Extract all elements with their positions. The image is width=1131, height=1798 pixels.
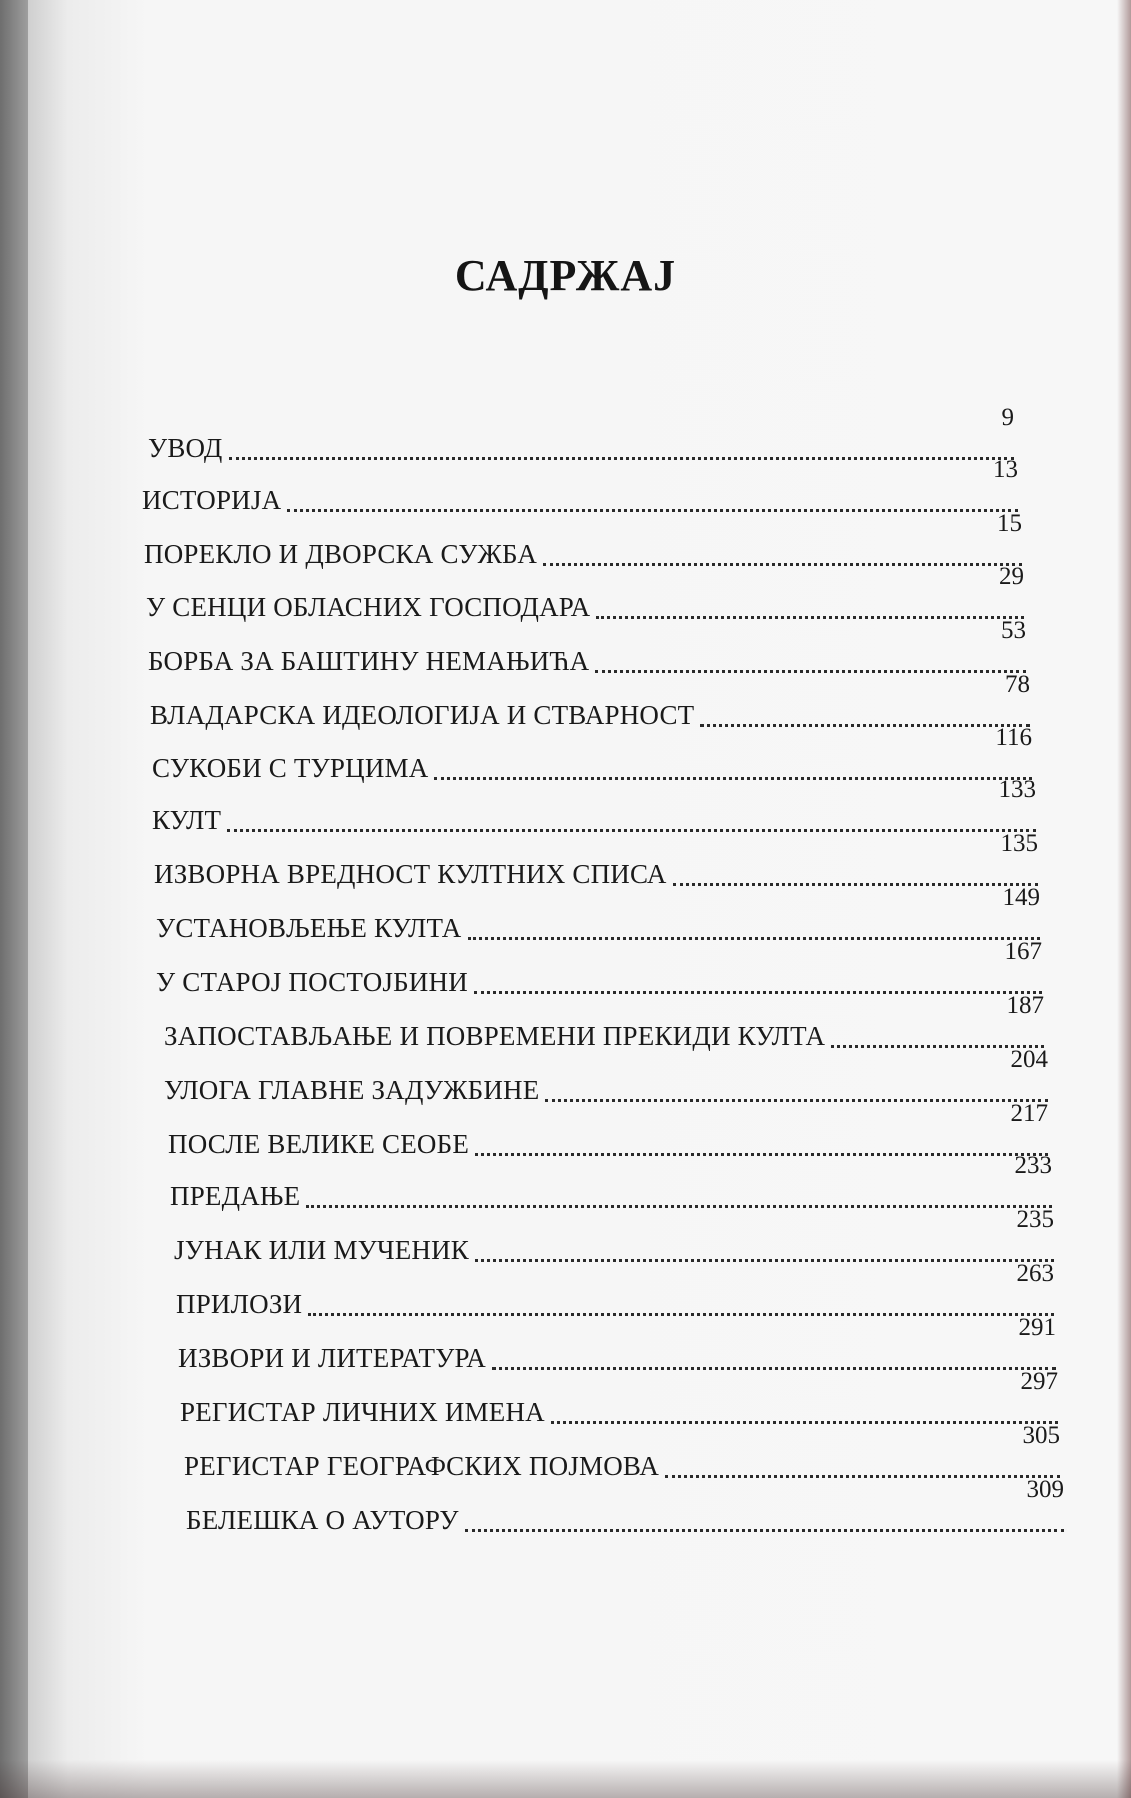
toc-entry-page-number: 305 [1022, 1422, 1060, 1449]
toc-entry-label: ПОРЕКЛО И ДВОРСКА СУЖБА [144, 539, 538, 569]
toc-leader-dots [287, 509, 1018, 512]
toc-entry-label: КУЛТ [152, 805, 222, 835]
toc-entry-label: УЛОГА ГЛАВНЕ ЗАДУЖБИНЕ [164, 1075, 540, 1105]
toc-entry [152, 724, 1032, 784]
toc-entry-page-number: 204 [1010, 1046, 1048, 1073]
toc-entry-label: ЗАПОСТАВЉАЊЕ И ПОВРЕМЕНИ ПРЕКИДИ КУЛТА [164, 1021, 826, 1051]
page-bottom-edge [0, 1760, 1131, 1798]
toc-entry-page-number: 116 [995, 724, 1032, 751]
toc-leader-dots [308, 1313, 1054, 1316]
toc-entry-page-number: 53 [1001, 617, 1026, 644]
toc-entry-label: ПРИЛОЗИ [176, 1289, 303, 1319]
toc-entry-page-number: 187 [1006, 992, 1044, 1019]
toc-entry [174, 1206, 1054, 1266]
toc-entry [152, 776, 1036, 836]
toc-entry [164, 1046, 1048, 1106]
toc-entry-page-number: 149 [1002, 884, 1040, 911]
toc-entry-label: ИСТОРИЈА [142, 485, 282, 515]
toc-entry-page-number: 297 [1020, 1368, 1058, 1395]
toc-leader-dots [665, 1475, 1060, 1478]
toc-entry [154, 830, 1038, 890]
toc-entry-label: БЕЛЕШКА О АУТОРУ [186, 1505, 459, 1535]
toc-entry-label: СУКОБИ С ТУРЦИМА [152, 753, 429, 783]
toc-leader-dots [673, 883, 1038, 886]
toc-leader-dots [468, 937, 1040, 940]
toc-entry-page-number: 15 [997, 510, 1022, 537]
toc-entry [156, 884, 1040, 944]
toc-leader-dots [475, 1153, 1048, 1156]
toc-entry [144, 510, 1022, 570]
toc-entry-label: У СЕНЦИ ОБЛАСНИХ ГОСПОДАРА [146, 592, 591, 622]
toc-entry [164, 992, 1044, 1052]
toc-entry-label: УВОД [148, 433, 223, 463]
toc-entry-page-number: 217 [1010, 1100, 1048, 1127]
toc-entry [180, 1368, 1058, 1428]
toc-entry [176, 1260, 1054, 1320]
toc-entry [184, 1422, 1060, 1482]
toc-entry-page-number: 78 [1005, 671, 1030, 698]
toc-entry-page-number: 291 [1018, 1314, 1056, 1341]
toc-entry-page-number: 9 [1001, 404, 1014, 431]
toc-entry-page-number: 235 [1016, 1206, 1054, 1233]
toc-entry-label: БОРБА ЗА БАШТИНУ НЕМАЊИЋА [148, 646, 590, 676]
toc-entry-page-number: 135 [1000, 830, 1038, 857]
toc-entry [168, 1100, 1048, 1160]
toc-leader-dots [434, 777, 1032, 780]
toc-leader-dots [596, 616, 1024, 619]
toc-entry [178, 1314, 1056, 1374]
toc-entry-label: ПОСЛЕ ВЕЛИКЕ СЕОБЕ [168, 1129, 470, 1159]
toc-entry-page-number: 167 [1004, 938, 1042, 965]
toc-entry-page-number: 133 [998, 776, 1036, 803]
toc-entry-label: ВЛАДАРСКА ИДЕОЛОГИЈА И СТВАРНОСТ [150, 700, 695, 730]
toc-leader-dots [545, 1099, 1048, 1102]
toc-entry-label: УСТАНОВЉЕЊЕ КУЛТА [156, 913, 462, 943]
toc-leader-dots [465, 1529, 1064, 1532]
toc-entry [150, 671, 1030, 731]
toc-entry-label: ИЗВОРИ И ЛИТЕРАТУРА [178, 1343, 486, 1373]
toc-leader-dots [475, 1259, 1054, 1262]
toc-entry-page-number: 13 [993, 456, 1018, 483]
toc-entry-page-number: 29 [999, 563, 1024, 590]
toc-entry-label: РЕГИСТАР ГЕОГРАФСКИХ ПОЈМОВА [184, 1451, 660, 1481]
toc-entry-label: У СТАРОЈ ПОСТОЈБИНИ [156, 967, 468, 997]
toc-leader-dots [474, 991, 1042, 994]
toc-entry-label: ИЗВОРНА ВРЕДНОСТ КУЛТНИХ СПИСА [154, 859, 667, 889]
toc-leader-dots [492, 1367, 1056, 1370]
toc-entry [142, 456, 1018, 516]
toc-entry-label: РЕГИСТАР ЛИЧНИХ ИМЕНА [180, 1397, 545, 1427]
toc-leader-dots [543, 563, 1022, 566]
toc-leader-dots [227, 829, 1036, 832]
toc-entry-label: ПРЕДАЊЕ [170, 1181, 301, 1211]
toc-entry [170, 1152, 1052, 1212]
toc-leader-dots [595, 670, 1026, 673]
toc-entry [148, 617, 1026, 677]
toc-entry-page-number: 263 [1016, 1260, 1054, 1287]
toc-entry [156, 938, 1042, 998]
toc-entry [148, 404, 1014, 464]
toc-entry [146, 563, 1024, 623]
toc-leader-dots [306, 1205, 1052, 1208]
toc-entry-page-number: 233 [1014, 1152, 1052, 1179]
toc-entry-label: ЈУНАК ИЛИ МУЧЕНИК [174, 1235, 470, 1265]
toc-title: САДРЖАЈ [454, 251, 677, 300]
toc-leader-dots [229, 457, 1014, 460]
toc-entry [186, 1476, 1064, 1536]
toc-entry-page-number: 309 [1026, 1476, 1064, 1503]
toc-leader-dots [700, 724, 1030, 727]
toc-leader-dots [551, 1421, 1058, 1424]
